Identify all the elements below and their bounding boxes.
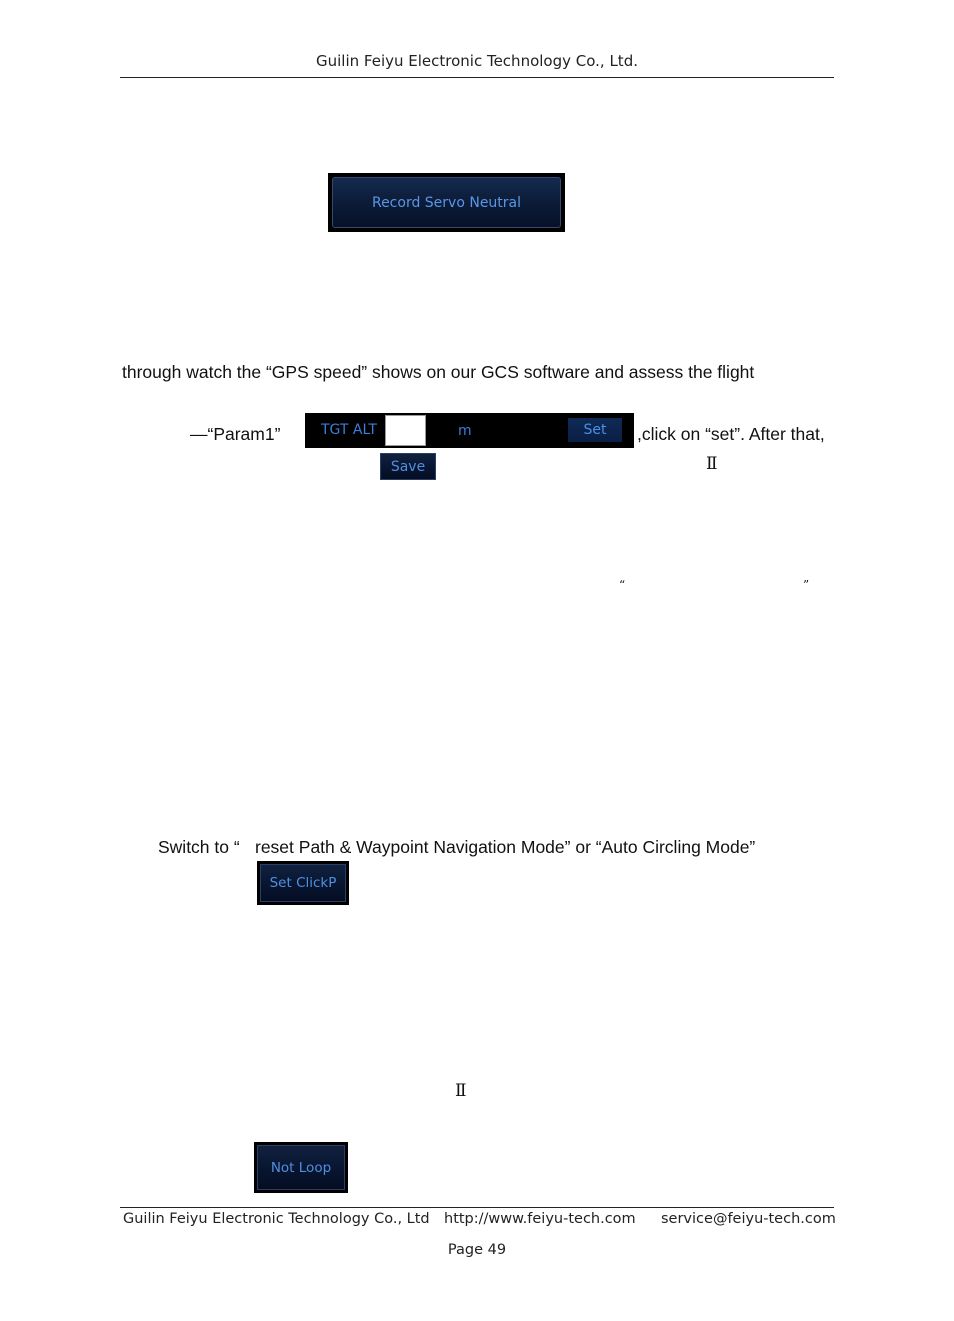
footer-company: Guilin Feiyu Electronic Technology Co., Ltd <box>123 1211 430 1227</box>
param1-text: —“Param1” <box>190 424 281 444</box>
tgt-alt-unit: m <box>458 423 472 439</box>
save-button[interactable]: Save <box>380 453 436 480</box>
footer-rule <box>120 1207 834 1208</box>
paragraph-gps-speed: through watch the “GPS speed” shows on our GCS software and assess the flight <box>122 362 755 382</box>
close-quote-mark: ” <box>803 578 810 592</box>
open-quote-mark: “ <box>619 578 626 592</box>
set-clickp-button[interactable] <box>257 861 349 905</box>
click-set-text: ,click on “set”. After that, <box>637 424 825 444</box>
page-header-company: Guilin Feiyu Electronic Technology Co., Ltd. <box>316 52 638 70</box>
not-loop-label: Not Loop <box>257 1145 345 1190</box>
record-servo-neutral-label: Record Servo Neutral <box>332 177 561 228</box>
footer-email[interactable]: service@feiyu-tech.com <box>661 1211 836 1227</box>
footer-page-number: Page 49 <box>447 1242 507 1258</box>
record-servo-neutral-button[interactable] <box>328 173 565 232</box>
roman-numeral-1: Ⅱ <box>706 454 718 474</box>
reset-path-text: reset Path & Waypoint Navigation Mode” or “Auto Circling Mode” <box>255 837 756 857</box>
switch-to-text: Switch to “ <box>158 837 240 857</box>
not-loop-button[interactable] <box>254 1142 348 1193</box>
tgt-alt-input[interactable] <box>385 415 426 446</box>
set-clickp-label: Set ClickP <box>260 864 346 902</box>
footer-url[interactable]: http://www.feiyu-tech.com <box>444 1211 636 1227</box>
tgt-alt-panel <box>305 413 634 448</box>
header-rule <box>120 77 834 78</box>
tgt-alt-set-button[interactable]: Set <box>568 418 622 442</box>
tgt-alt-label: TGT ALT <box>321 422 377 438</box>
roman-numeral-2: Ⅱ <box>455 1081 467 1101</box>
